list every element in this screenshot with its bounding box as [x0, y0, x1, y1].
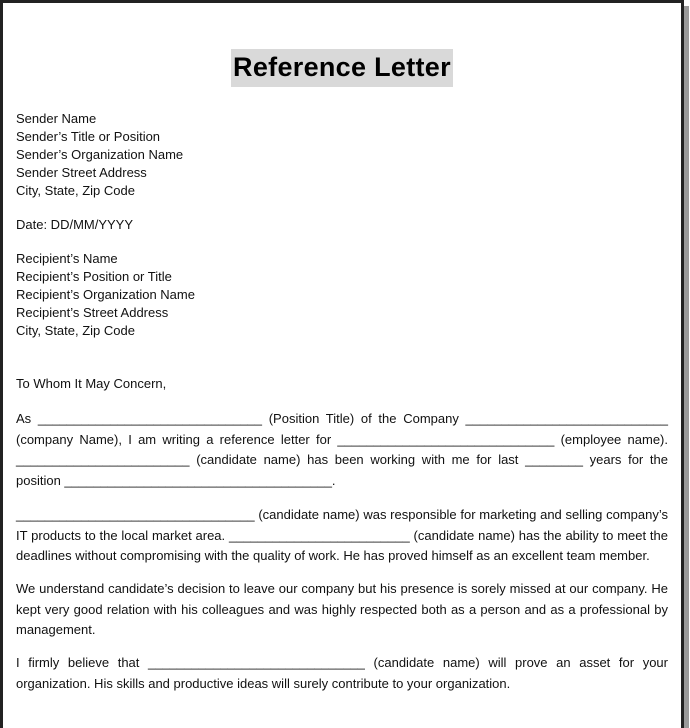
sender-organization: Sender’s Organization Name — [16, 147, 184, 162]
letter-date: Date: DD/MM/YYYY — [16, 217, 134, 232]
recipient-name: Recipient’s Name — [16, 251, 118, 266]
recipient-organization: Recipient’s Organization Name — [16, 287, 195, 302]
sender-title: Sender’s Title or Position — [16, 129, 161, 144]
paragraph-introduction: As _______________________________ (Position Title) of the Company ____________________________ (company Name), I am writing a reference letter for ______________________________ (employee name). ________________________ (candidate name) has been working with me for last ________ years for the position _____________________________________. — [16, 411, 668, 489]
paragraph-departure: We understand candidate’s decision to leave our company but his presence is sorely missed at our company. He kept very good relation with his colleagues and was highly respected both as a person and as a professional by management. — [16, 580, 668, 638]
letter-body — [16, 110, 668, 694]
sender-name: Sender Name — [16, 111, 97, 126]
title-wrap — [3, 49, 681, 87]
sender-street-address: Sender Street Address — [16, 165, 147, 180]
document-title: Reference Letter — [231, 49, 453, 87]
sender-city-state-zip: City, State, Zip Code — [16, 183, 135, 198]
recipient-position: Recipient’s Position or Title — [16, 269, 172, 284]
paragraph-responsibilities: _________________________________ (candidate name) was responsible for marketing and selling company’s IT products to the local market area. _________________________ (candidate name) has the ability to meet the deadlines without compromising with the quality of work. He has proved himself as an excellent team member. — [16, 506, 668, 564]
recipient-street-address: Recipient’s Street Address — [16, 305, 169, 320]
recipient-block — [16, 250, 668, 340]
paragraph-recommendation: I firmly believe that ______________________________ (candidate name) will prove an asset for your organization. His skills and productive ideas will surely contribute to your organization. — [16, 655, 668, 691]
page-shadow — [684, 6, 689, 728]
recipient-city-state-zip: City, State, Zip Code — [16, 323, 135, 338]
sender-block — [16, 110, 668, 200]
salutation: To Whom It May Concern, — [16, 376, 167, 391]
